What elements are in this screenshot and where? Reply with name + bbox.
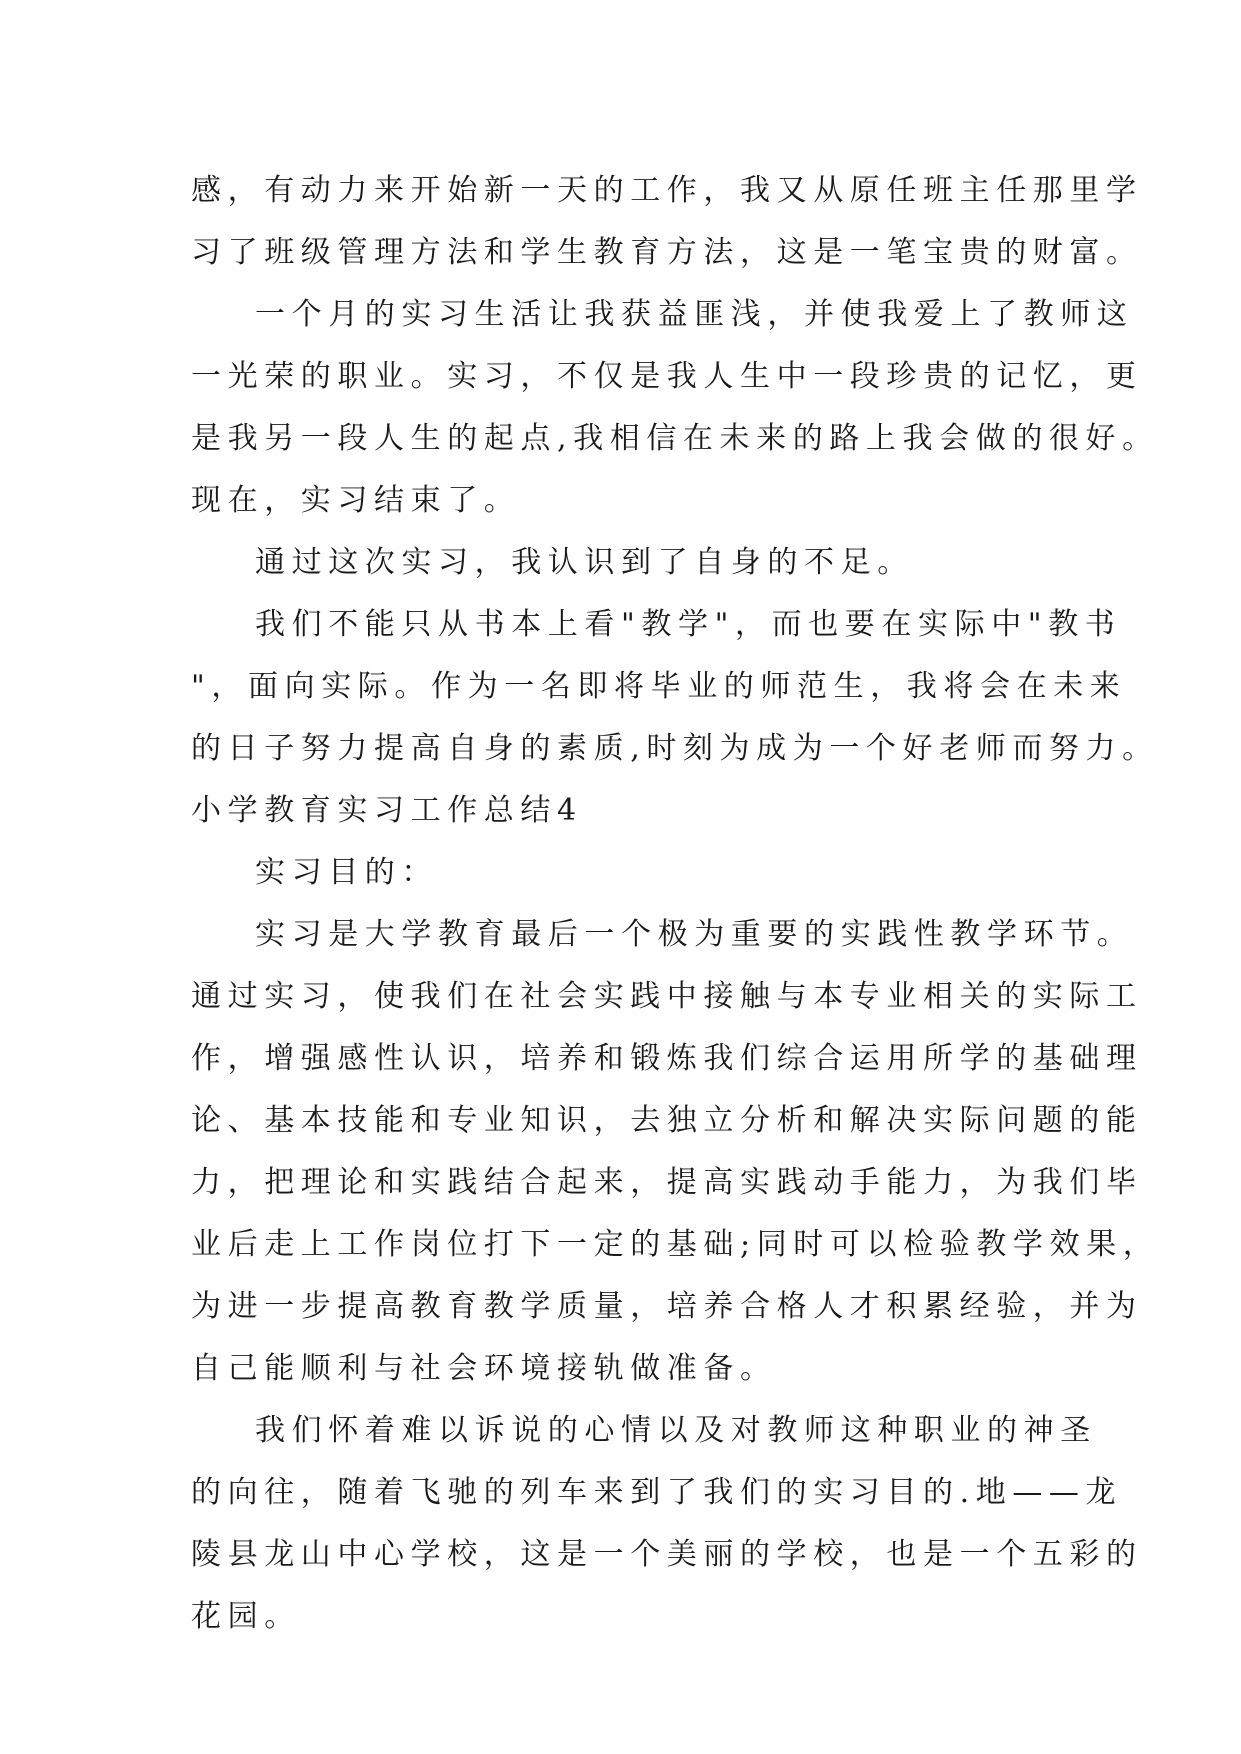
text-line-23: 陵县龙山中心学校，这是一个美丽的学校，也是一个五彩的 [191,1537,1143,1572]
text-line-1: 感，有动力来开始新一天的工作，我又从原任班主任那里学 [191,173,1143,208]
text-line-12: 实习目的： [255,855,438,890]
text-line-3: 一个月的实习生活让我获益匪浅，并使我爱上了教师这 [255,297,1134,332]
text-line-10: 的日子努力提高自身的素质,时刻为成为一个好老师而努力。 [191,731,1159,766]
text-line-8: 我们不能只从书本上看"教学"，而也要在实际中"教书 [255,607,1122,642]
text-line-13: 实习是大学教育最后一个极为重要的实践性教学环节。 [255,917,1134,952]
text-line-2: 习了班级管理方法和学生教育方法，这是一笔宝贵的财富。 [191,235,1143,270]
text-line-9: "，面向实际。作为一名即将毕业的师范生，我将会在未来 [191,669,1127,704]
text-line-7: 通过这次实习，我认识到了自身的不足。 [255,545,914,580]
text-line-21: 我们怀着难以诉说的心情以及对教师这种职业的神圣 [255,1413,1097,1448]
text-line-15: 作，增强感性认识，培养和锻炼我们综合运用所学的基础理 [191,1041,1143,1076]
text-line-18: 业后走上工作岗位打下一定的基础;同时可以检验教学效果， [191,1227,1160,1262]
text-line-6: 现在，实习结束了。 [191,483,521,518]
body-text [191,160,1160,1648]
section-heading: 小学教育实习工作总结4 [191,793,583,828]
text-line-17: 力，把理论和实践结合起来，提高实践动手能力，为我们毕 [191,1165,1143,1200]
text-line-19: 为进一步提高教育教学质量，培养合格人才积累经验，并为 [191,1289,1143,1324]
text-line-16: 论、基本技能和专业知识，去独立分析和解决实际问题的能 [191,1103,1143,1138]
text-line-22: 的向往，随着飞驰的列车来到了我们的实习目的.地——龙 [191,1475,1123,1510]
text-line-4: 一光荣的职业。实习，不仅是我人生中一段珍贵的记忆，更 [191,359,1143,394]
text-line-14: 通过实习，使我们在社会实践中接触与本专业相关的实际工 [191,979,1143,1014]
text-line-24: 花园。 [191,1599,301,1634]
text-line-5: 是我另一段人生的起点,我相信在未来的路上我会做的很好。 [191,421,1159,456]
text-line-20: 自己能顺利与社会环境接轨做准备。 [191,1351,777,1386]
